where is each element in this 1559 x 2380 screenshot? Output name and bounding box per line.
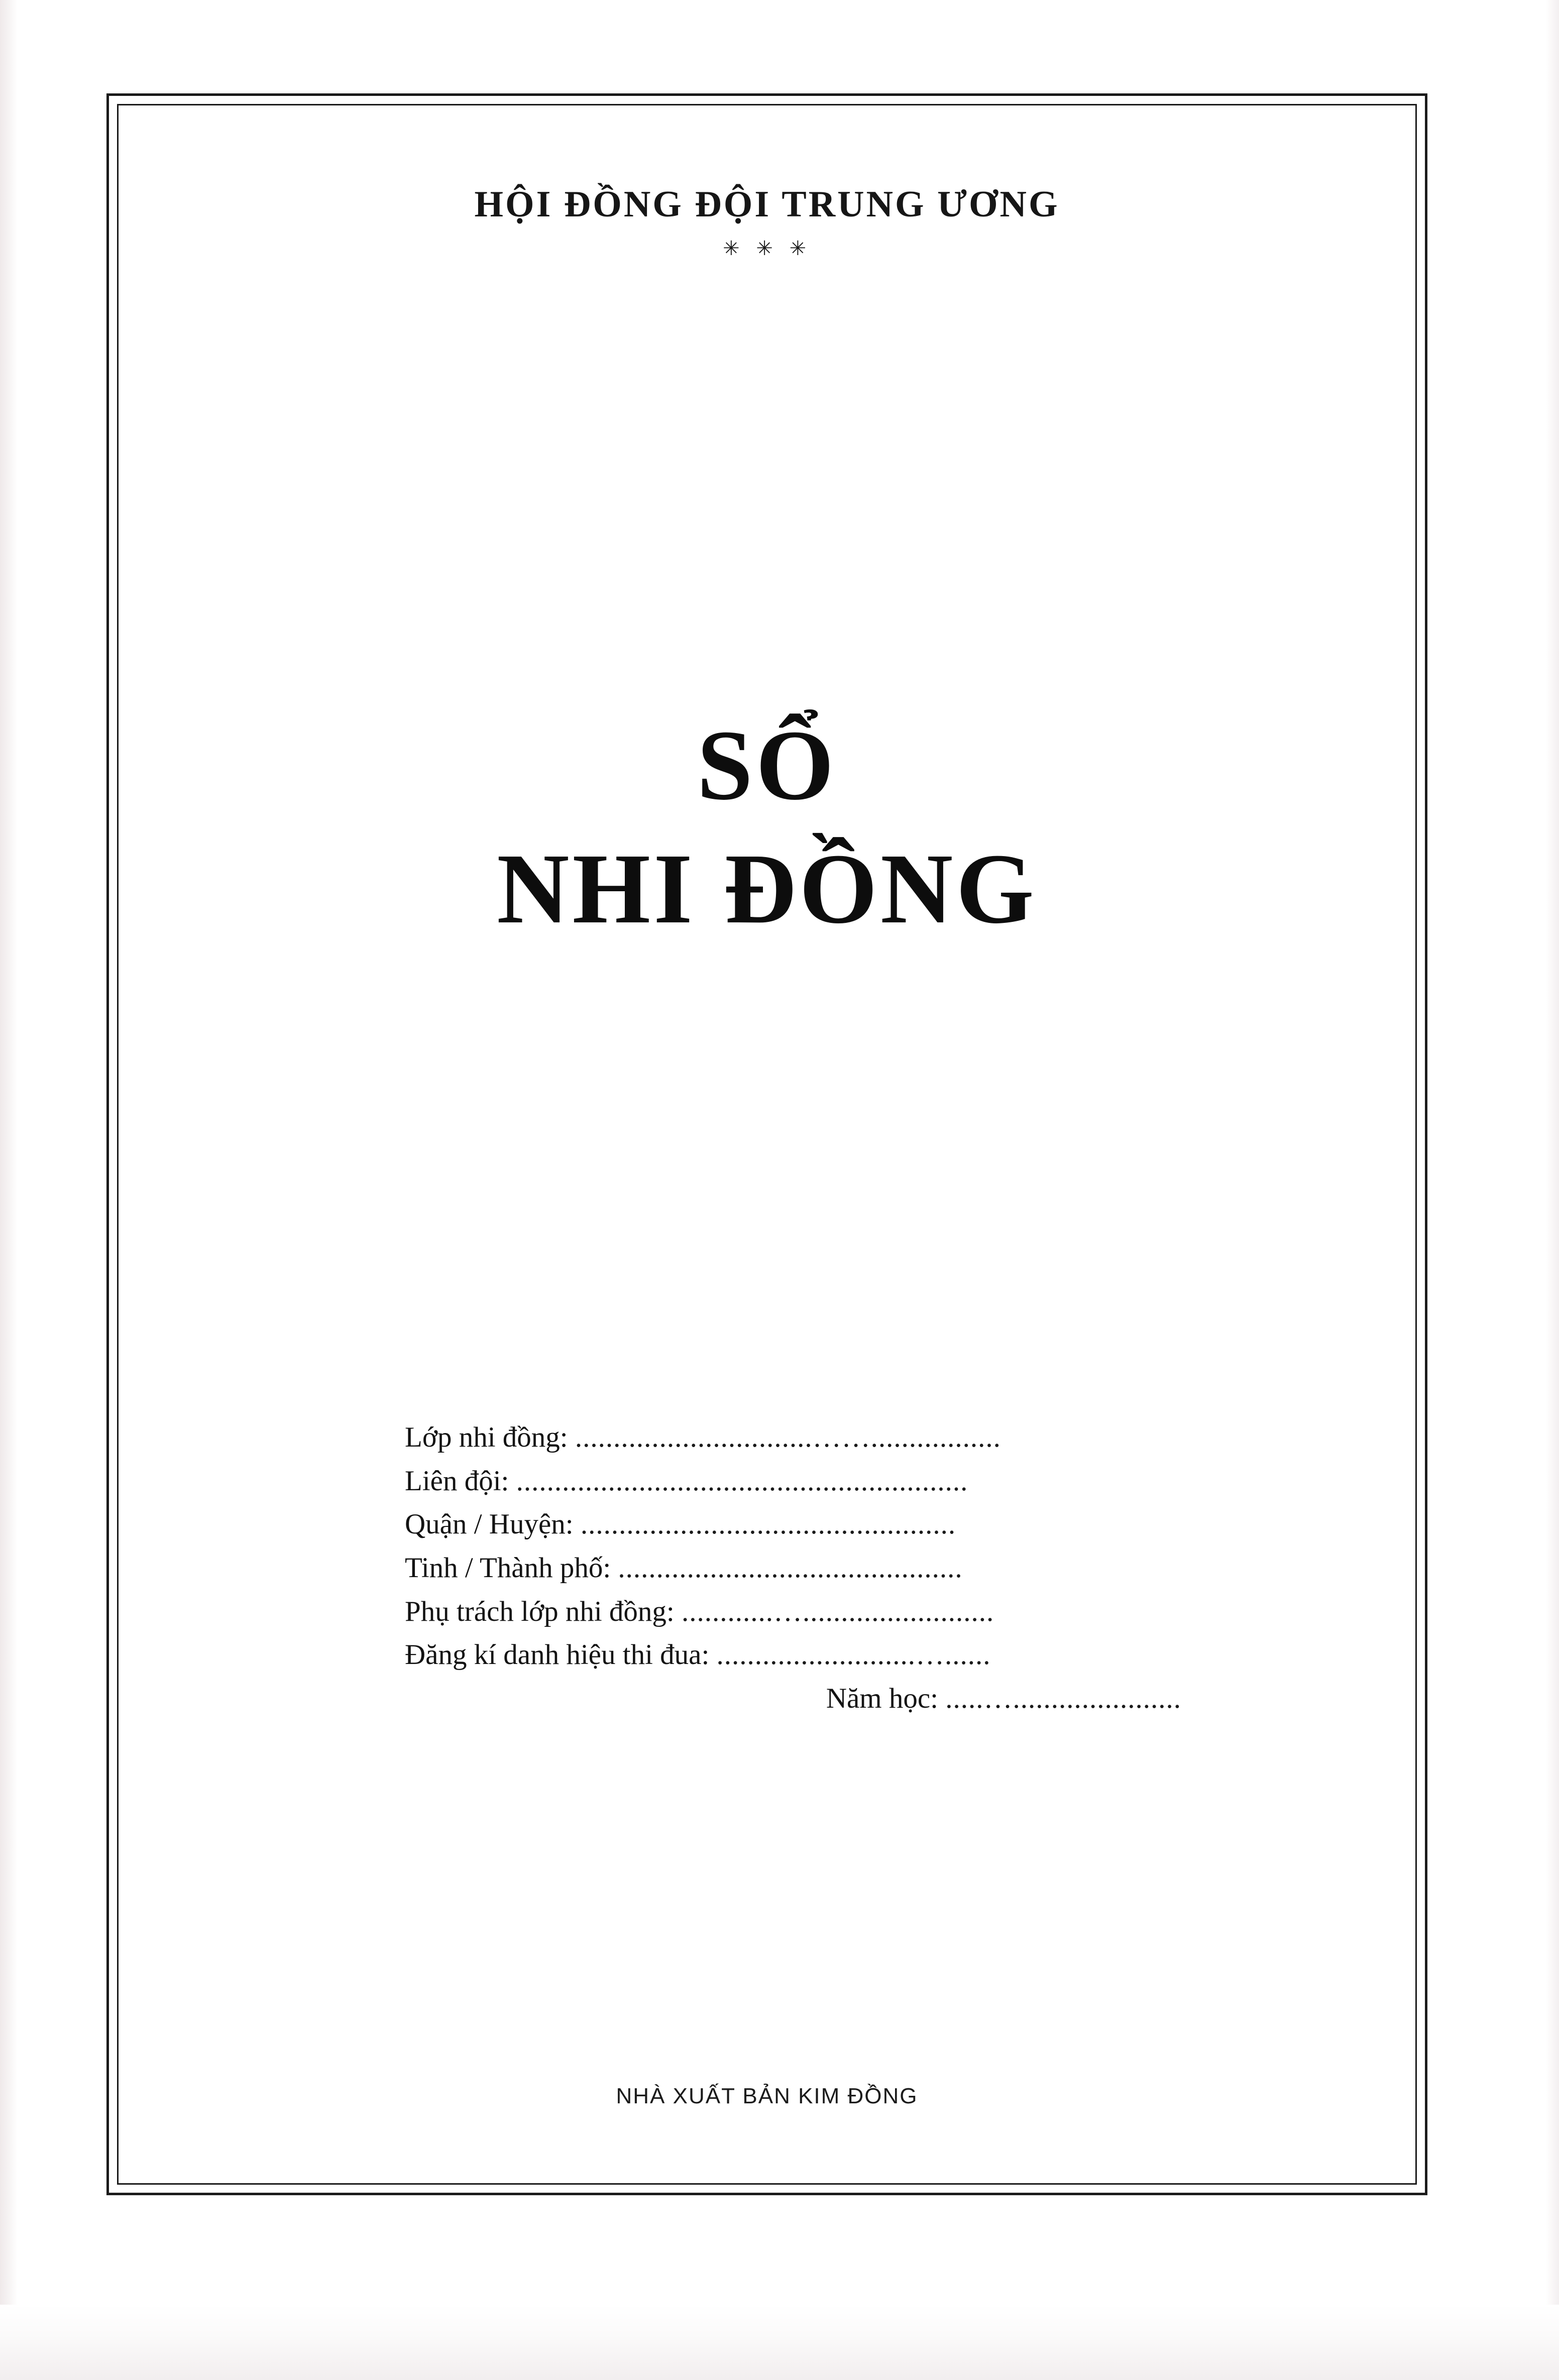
cover-border-outer bbox=[106, 93, 1427, 2195]
field-dots-tinh-thanh-pho: ............................................. bbox=[618, 1552, 963, 1584]
field-row-quan-huyen bbox=[405, 1503, 1188, 1546]
field-dots-nam-hoc: .....…...................... bbox=[945, 1682, 1181, 1714]
ornament-stars-icon: ✳ ✳ ✳ bbox=[723, 237, 811, 260]
book-title-line-2: NHI ĐỒNG bbox=[497, 834, 1037, 944]
field-row-phu-trach bbox=[405, 1590, 1188, 1634]
field-row-lop-nhi-dong bbox=[405, 1416, 1188, 1460]
book-title bbox=[119, 710, 1415, 947]
field-label-tinh-thanh-pho: Tinh / Thành phố: bbox=[405, 1552, 611, 1584]
fill-in-fields bbox=[405, 1416, 1188, 1720]
cover-border-inner bbox=[117, 104, 1417, 2185]
field-dots-danh-hieu-thi-dua: ..........................…...... bbox=[716, 1639, 991, 1671]
organization-heading: HỘI ĐỒNG ĐỘI TRUNG ƯƠNG bbox=[474, 184, 1060, 225]
field-dots-phu-trach: ............…......................... bbox=[682, 1595, 994, 1627]
field-row-tinh-thanh-pho bbox=[405, 1546, 1188, 1590]
field-label-nam-hoc: Năm học: bbox=[826, 1682, 938, 1714]
cover-content bbox=[119, 105, 1415, 2183]
field-dots-quan-huyen: ................................................. bbox=[580, 1508, 956, 1540]
scan-edge-right bbox=[1546, 0, 1559, 2380]
field-label-quan-huyen: Quận / Huyện: bbox=[405, 1508, 574, 1540]
field-dots-lop-nhi-dong: ...............................……................. bbox=[575, 1421, 1001, 1453]
field-label-lop-nhi-dong: Lớp nhi đồng: bbox=[405, 1421, 568, 1453]
field-dots-lien-doi: ........................................................... bbox=[516, 1465, 968, 1497]
field-label-lien-doi: Liên đội: bbox=[405, 1465, 509, 1497]
publisher-name: NHÀ XUẤT BẢN KIM ĐỒNG bbox=[616, 2084, 918, 2108]
scan-edge-bottom bbox=[0, 2305, 1559, 2380]
field-row-lien-doi bbox=[405, 1460, 1188, 1503]
field-label-danh-hieu-thi-dua: Đăng kí danh hiệu thi đua: bbox=[405, 1639, 710, 1671]
book-title-line-1: SỔ bbox=[697, 710, 837, 821]
field-row-danh-hieu-thi-dua bbox=[405, 1633, 1188, 1677]
scan-edge-left bbox=[0, 0, 17, 2380]
field-row-nam-hoc bbox=[405, 1677, 1188, 1721]
field-label-phu-trach: Phụ trách lớp nhi đồng: bbox=[405, 1595, 675, 1627]
